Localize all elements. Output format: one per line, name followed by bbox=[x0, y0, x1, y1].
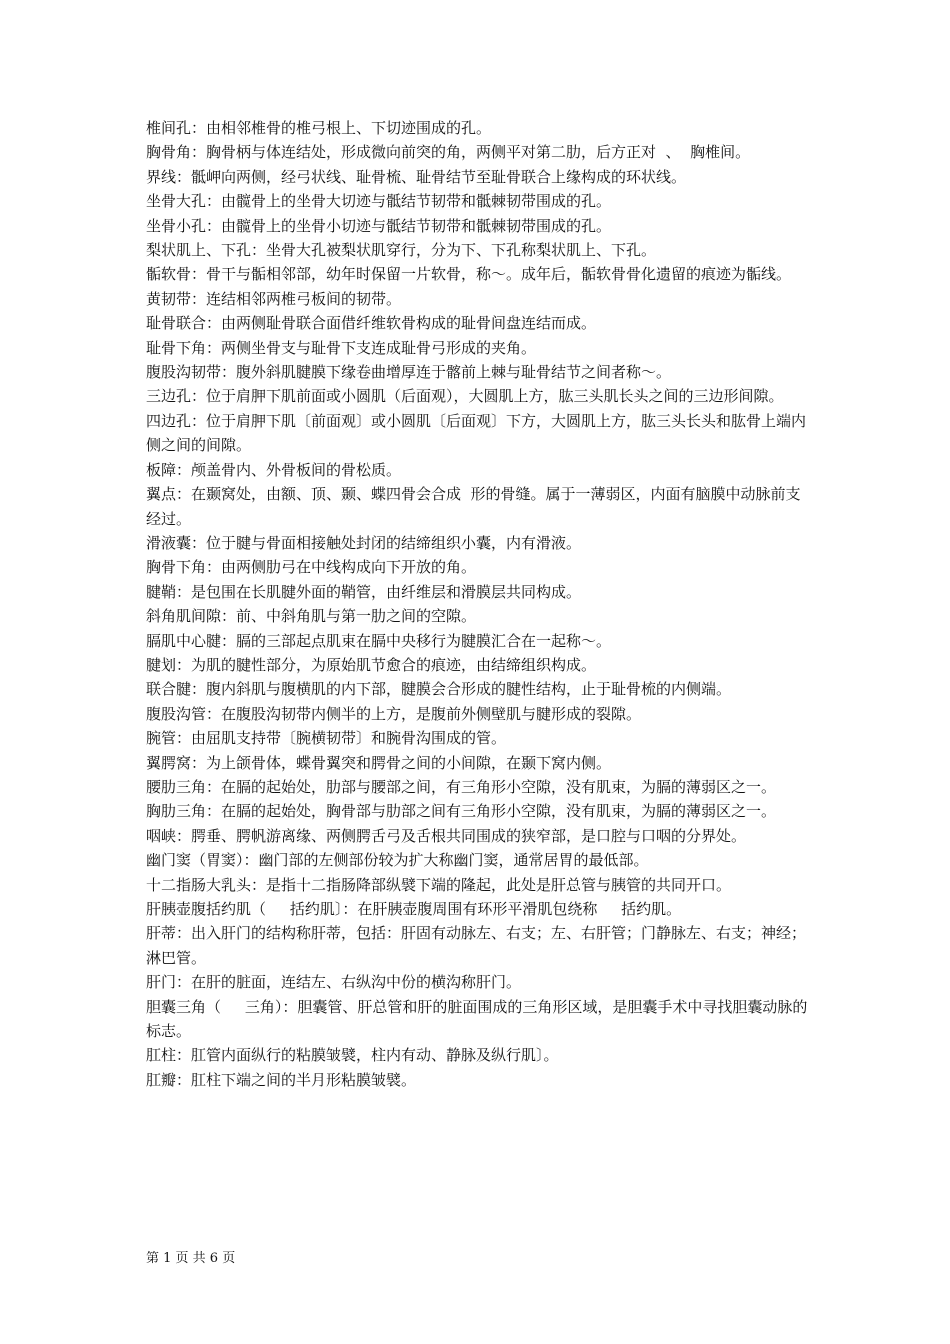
glossary-entry: 椎间孔：由相邻椎骨的椎弓根上、下切迹围成的孔。 bbox=[146, 119, 492, 137]
glossary-entry: 肛瓣：肛柱下端之间的半月形粘膜皱襞。 bbox=[146, 1070, 417, 1089]
glossary-entry: 胸肋三角：在膈的起始处，胸骨部与肋部之间有三角形小空隙，没有肌束，为膈的薄弱区之一。 bbox=[146, 802, 777, 821]
glossary-entry: 肝蒂：出入肝门的结构称肝蒂，包括：肝固有动脉左、右支；左、右肝管；门静脉左、右支；神经；淋巴管。 bbox=[146, 924, 807, 967]
glossary-entry: 斜角肌间隙：前、中斜角肌与第一肋之间的空隙。 bbox=[146, 607, 477, 626]
glossary-entry: 肝门：在肝的脏面，连结左、右纵沟中份的横沟称肝门。 bbox=[146, 973, 522, 992]
glossary-entry: 耻骨下角：两侧坐骨支与耻骨下支连成耻骨弓形成的夹角。 bbox=[146, 338, 537, 357]
glossary-entry: 腱划：为肌的腱性部分，为原始肌节愈合的痕迹，由结缔组织构成。 bbox=[146, 655, 597, 674]
glossary-entry: 四边孔：位于肩胛下肌〔前面观〕或小圆肌〔后面观〕下方，大圆肌上方，肱三头长头和肱骨上端内侧之间的间隙。 bbox=[146, 411, 807, 455]
glossary-entry: 咽峡：腭垂、腭帆游离缘、两侧腭舌弓及舌根共同围成的狭窄部，是口腔与口咽的分界处。 bbox=[146, 826, 747, 845]
glossary-entry: 十二指肠大乳头：是指十二指肠降部纵襞下端的隆起，此处是肝总管与胰管的共同开口。 bbox=[146, 875, 732, 894]
glossary-entry: 腹股沟管：在腹股沟韧带内侧半的上方，是腹前外侧壁肌与腱形成的裂隙。 bbox=[146, 704, 642, 723]
glossary-entry: 胸骨角：胸骨柄与体连结处，形成微向前突的角，两侧平对第二肋，后方正对 、 胸椎间。 bbox=[146, 143, 751, 162]
glossary-entry: 坐骨大孔：由髋骨上的坐骨大切迹与骶结节韧带和骶棘韧带围成的孔。 bbox=[146, 192, 612, 211]
glossary-entry: 肛柱：肛管内面纵行的粘膜皱襞，柱内有动、静脉及纵行肌〕。 bbox=[146, 1046, 559, 1065]
glossary-entry: 腱鞘：是包围在长肌腱外面的鞘管，由纤维层和滑膜层共同构成。 bbox=[146, 582, 582, 601]
glossary-entry: 黄韧带：连结相邻两椎弓板间的韧带。 bbox=[146, 289, 402, 308]
glossary-entry: 翼腭窝：为上颌骨体，蝶骨翼突和腭骨之间的小间隙，在颞下窝内侧。 bbox=[146, 753, 612, 772]
glossary-entry: 联合腱：腹内斜肌与腹横肌的内下部，腱膜会合形成的腱性结构，止于耻骨梳的内侧端。 bbox=[146, 680, 732, 699]
glossary-entry: 胸骨下角：由两侧肋弓在中线构成向下开放的角。 bbox=[146, 558, 477, 577]
glossary-entry: 坐骨小孔：由髋骨上的坐骨小切迹与骶结节韧带和骶棘韧带围成的孔。 bbox=[146, 216, 612, 235]
glossary-entry: 幽门窦（胃窦）：幽门部的左侧部份较为扩大称幽门窦，通常居胃的最低部。 bbox=[146, 851, 649, 870]
glossary-entry: 肝胰壶腹括约肌（ 括约肌〕：在肝胰壶腹周围有环形平滑肌包绕称 括约肌。 bbox=[146, 900, 682, 918]
glossary-entry: 板障：颅盖骨内、外骨板间的骨松质。 bbox=[146, 460, 402, 479]
glossary-entry: 膈肌中心腱：膈的三部起点肌束在膈中央移行为腱膜汇合在一起称～。 bbox=[146, 631, 612, 650]
glossary-entry: 界线：骶岬向两侧，经弓状线、耻骨梳、耻骨结节至耻骨联合上缘构成的环状线。 bbox=[146, 167, 687, 186]
glossary-entry: 腹股沟韧带：腹外斜肌腱膜下缘卷曲增厚连于髂前上棘与耻骨结节之间者称～。 bbox=[146, 363, 672, 382]
glossary-content bbox=[146, 116, 814, 1092]
glossary-entry: 腰肋三角：在膈的起始处，肋部与腰部之间，有三角形小空隙，没有肌束，为膈的薄弱区之一。 bbox=[146, 777, 777, 796]
glossary-entry: 胆囊三角（ 三角）：胆囊管、肝总管和肝的脏面围成的三角形区域，是胆囊手术中寻找胆囊动脉的标志。 bbox=[146, 997, 808, 1041]
glossary-entry: 骺软骨：骨干与骺相邻部，幼年时保留一片软骨，称～。成年后，骺软骨骨化遗留的痕迹为骺线。 bbox=[146, 265, 792, 284]
glossary-entry: 耻骨联合：由两侧耻骨联合面借纤维软骨构成的耻骨间盘连结而成。 bbox=[146, 314, 597, 333]
glossary-entry: 三边孔：位于肩胛下肌前面或小圆肌（后面观），大圆肌上方，肱三头肌长头之间的三边形间隙。 bbox=[146, 387, 784, 406]
glossary-entry: 梨状肌上、下孔：坐骨大孔被梨状肌穿行，分为下、下孔称梨状肌上、下孔。 bbox=[146, 241, 657, 260]
glossary-entry: 翼点：在颞窝处，由额、顶、颞、蝶四骨会合成 形的骨缝。属于一薄弱区，内面有脑膜中动脉前支经过。 bbox=[146, 485, 801, 528]
page-number-footer: 第 1 页 共 6 页 bbox=[146, 1251, 236, 1266]
glossary-entry: 滑液囊：位于腱与骨面相接触处封闭的结缔组织小囊，内有滑液。 bbox=[146, 533, 582, 552]
glossary-entry: 腕管：由屈肌支持带〔腕横韧带〕和腕骨沟围成的管。 bbox=[146, 729, 507, 748]
